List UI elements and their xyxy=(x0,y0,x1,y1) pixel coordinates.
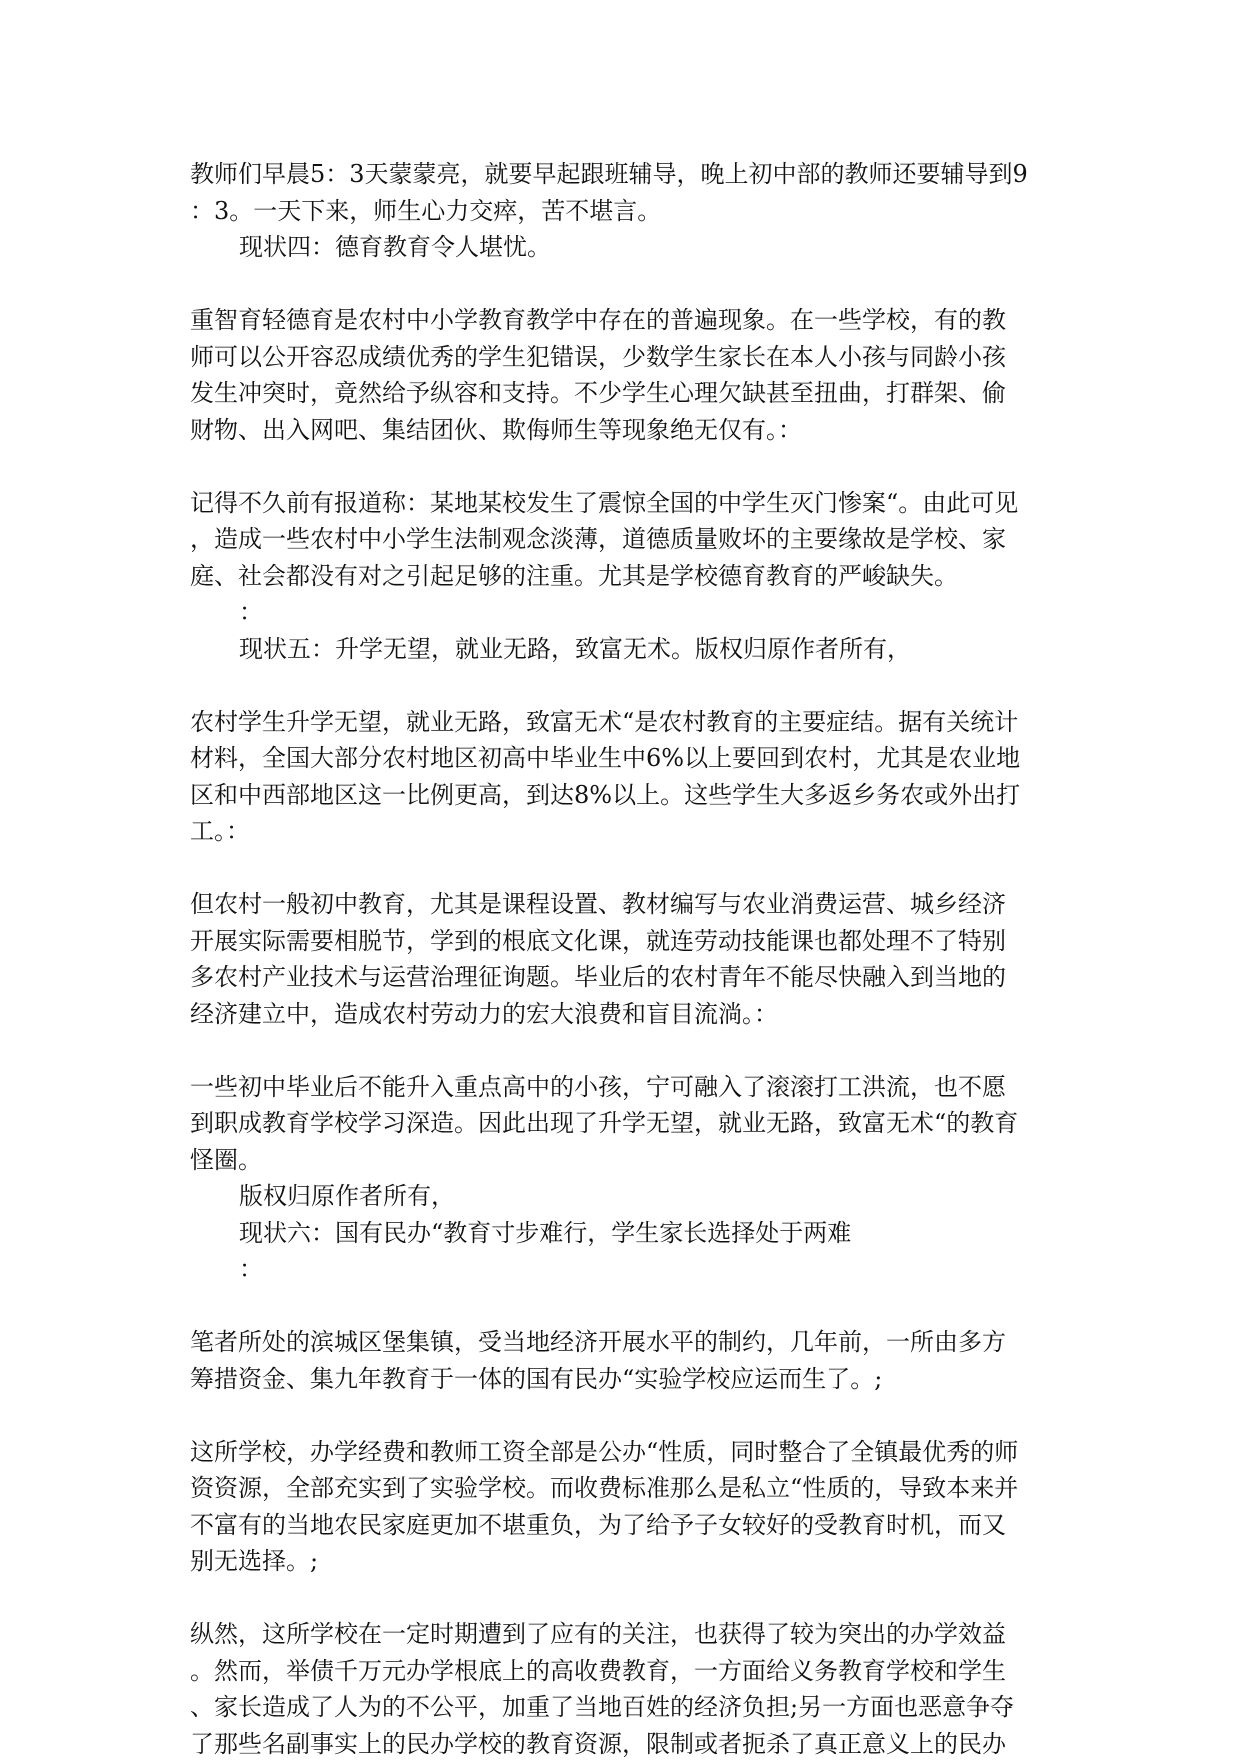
indented-text-line: 版权归原作者所有， xyxy=(190,1178,1060,1215)
text-line: ，造成一些农村中小学生法制观念淡薄，道德质量败坏的主要缘故是学校、家 xyxy=(190,521,1060,558)
text-line: 农村学生升学无望，就业无路，致富无术“是农村教育的主要症结。据有关统计 xyxy=(190,704,1060,741)
text-line: 到职成教育学校学习深造。因此出现了升学无望，就业无路，致富无术“的教育 xyxy=(190,1105,1060,1142)
blank-line xyxy=(190,1397,1060,1434)
indented-text-line: 现状六：国有民办“教育寸步难行，学生家长选择处于两难 xyxy=(190,1215,1060,1252)
indented-text-line: 现状五：升学无望，就业无路，致富无术。版权归原作者所有， xyxy=(190,631,1060,668)
text-line: 怪圈。 xyxy=(190,1142,1060,1179)
blank-line xyxy=(190,850,1060,887)
text-line: ：3。一天下来，师生心力交瘁，苦不堪言。 xyxy=(190,193,1060,230)
text-line: 了那些名副事实上的民办学校的教育资源，限制或者扼杀了真正意义上的民办 xyxy=(190,1726,1060,1762)
text-line: 材料，全国大部分农村地区初高中毕业生中6%以上要回到农村，尤其是农业地 xyxy=(190,740,1060,777)
text-line: 。然而，举债千万元办学根底上的高收费教育，一方面给义务教育学校和学生 xyxy=(190,1653,1060,1690)
blank-line xyxy=(190,1580,1060,1617)
blank-line xyxy=(190,1288,1060,1325)
text-line: 筹措资金、集九年教育于一体的国有民办“实验学校应运而生了。; xyxy=(190,1361,1060,1398)
indented-text-line: 现状四：德育教育令人堪忧。 xyxy=(190,229,1060,266)
text-line: 经济建立中，造成农村劳动力的宏大浪费和盲目流淌。： xyxy=(190,996,1060,1033)
blank-line xyxy=(190,667,1060,704)
document-body xyxy=(190,156,1060,1762)
indented-text-line: ： xyxy=(190,1251,1060,1288)
text-line: 发生冲突时，竟然给予纵容和支持。不少学生心理欠缺甚至扭曲，打群架、偷 xyxy=(190,375,1060,412)
text-line: 一些初中毕业后不能升入重点高中的小孩，宁可融入了滚滚打工洪流，也不愿 xyxy=(190,1069,1060,1106)
blank-line xyxy=(190,448,1060,485)
text-line: 多农村产业技术与运营治理征询题。毕业后的农村青年不能尽快融入到当地的 xyxy=(190,959,1060,996)
blank-line xyxy=(190,1032,1060,1069)
text-line: 财物、出入网吧、集结团伙、欺侮师生等现象绝无仅有。： xyxy=(190,412,1060,449)
text-line: 师可以公开容忍成绩优秀的学生犯错误，少数学生家长在本人小孩与同龄小孩 xyxy=(190,339,1060,376)
text-line: 不富有的当地农民家庭更加不堪重负，为了给予子女较好的受教育时机，而又 xyxy=(190,1507,1060,1544)
text-line: 区和中西部地区这一比例更高，到达8%以上。这些学生大多返乡务农或外出打 xyxy=(190,777,1060,814)
blank-line xyxy=(190,266,1060,303)
text-line: 记得不久前有报道称：某地某校发生了震惊全国的中学生灭门惨案“。由此可见 xyxy=(190,485,1060,522)
text-line: 庭、社会都没有对之引起足够的注重。尤其是学校德育教育的严峻缺失。 xyxy=(190,558,1060,595)
text-line: 纵然，这所学校在一定时期遭到了应有的关注，也获得了较为突出的办学效益 xyxy=(190,1616,1060,1653)
text-line: 别无选择。; xyxy=(190,1543,1060,1580)
text-line: 但农村一般初中教育，尤其是课程设置、教材编写与农业消费运营、城乡经济 xyxy=(190,886,1060,923)
text-line: 工。： xyxy=(190,813,1060,850)
text-line: 重智育轻德育是农村中小学教育教学中存在的普遍现象。在一些学校，有的教 xyxy=(190,302,1060,339)
text-line: 笔者所处的滨城区堡集镇，受当地经济开展水平的制约，几年前，一所由多方 xyxy=(190,1324,1060,1361)
text-line: 、家长造成了人为的不公平，加重了当地百姓的经济负担;另一方面也恶意争夺 xyxy=(190,1689,1060,1726)
text-line: 开展实际需要相脱节，学到的根底文化课，就连劳动技能课也都处理不了特别 xyxy=(190,923,1060,960)
indented-text-line: ： xyxy=(190,594,1060,631)
text-line: 资资源，全部充实到了实验学校。而收费标准那么是私立“性质的，导致本来并 xyxy=(190,1470,1060,1507)
text-line: 教师们早晨5：3天蒙蒙亮，就要早起跟班辅导，晚上初中部的教师还要辅导到9 xyxy=(190,156,1060,193)
text-line: 这所学校，办学经费和教师工资全部是公办“性质，同时整合了全镇最优秀的师 xyxy=(190,1434,1060,1471)
